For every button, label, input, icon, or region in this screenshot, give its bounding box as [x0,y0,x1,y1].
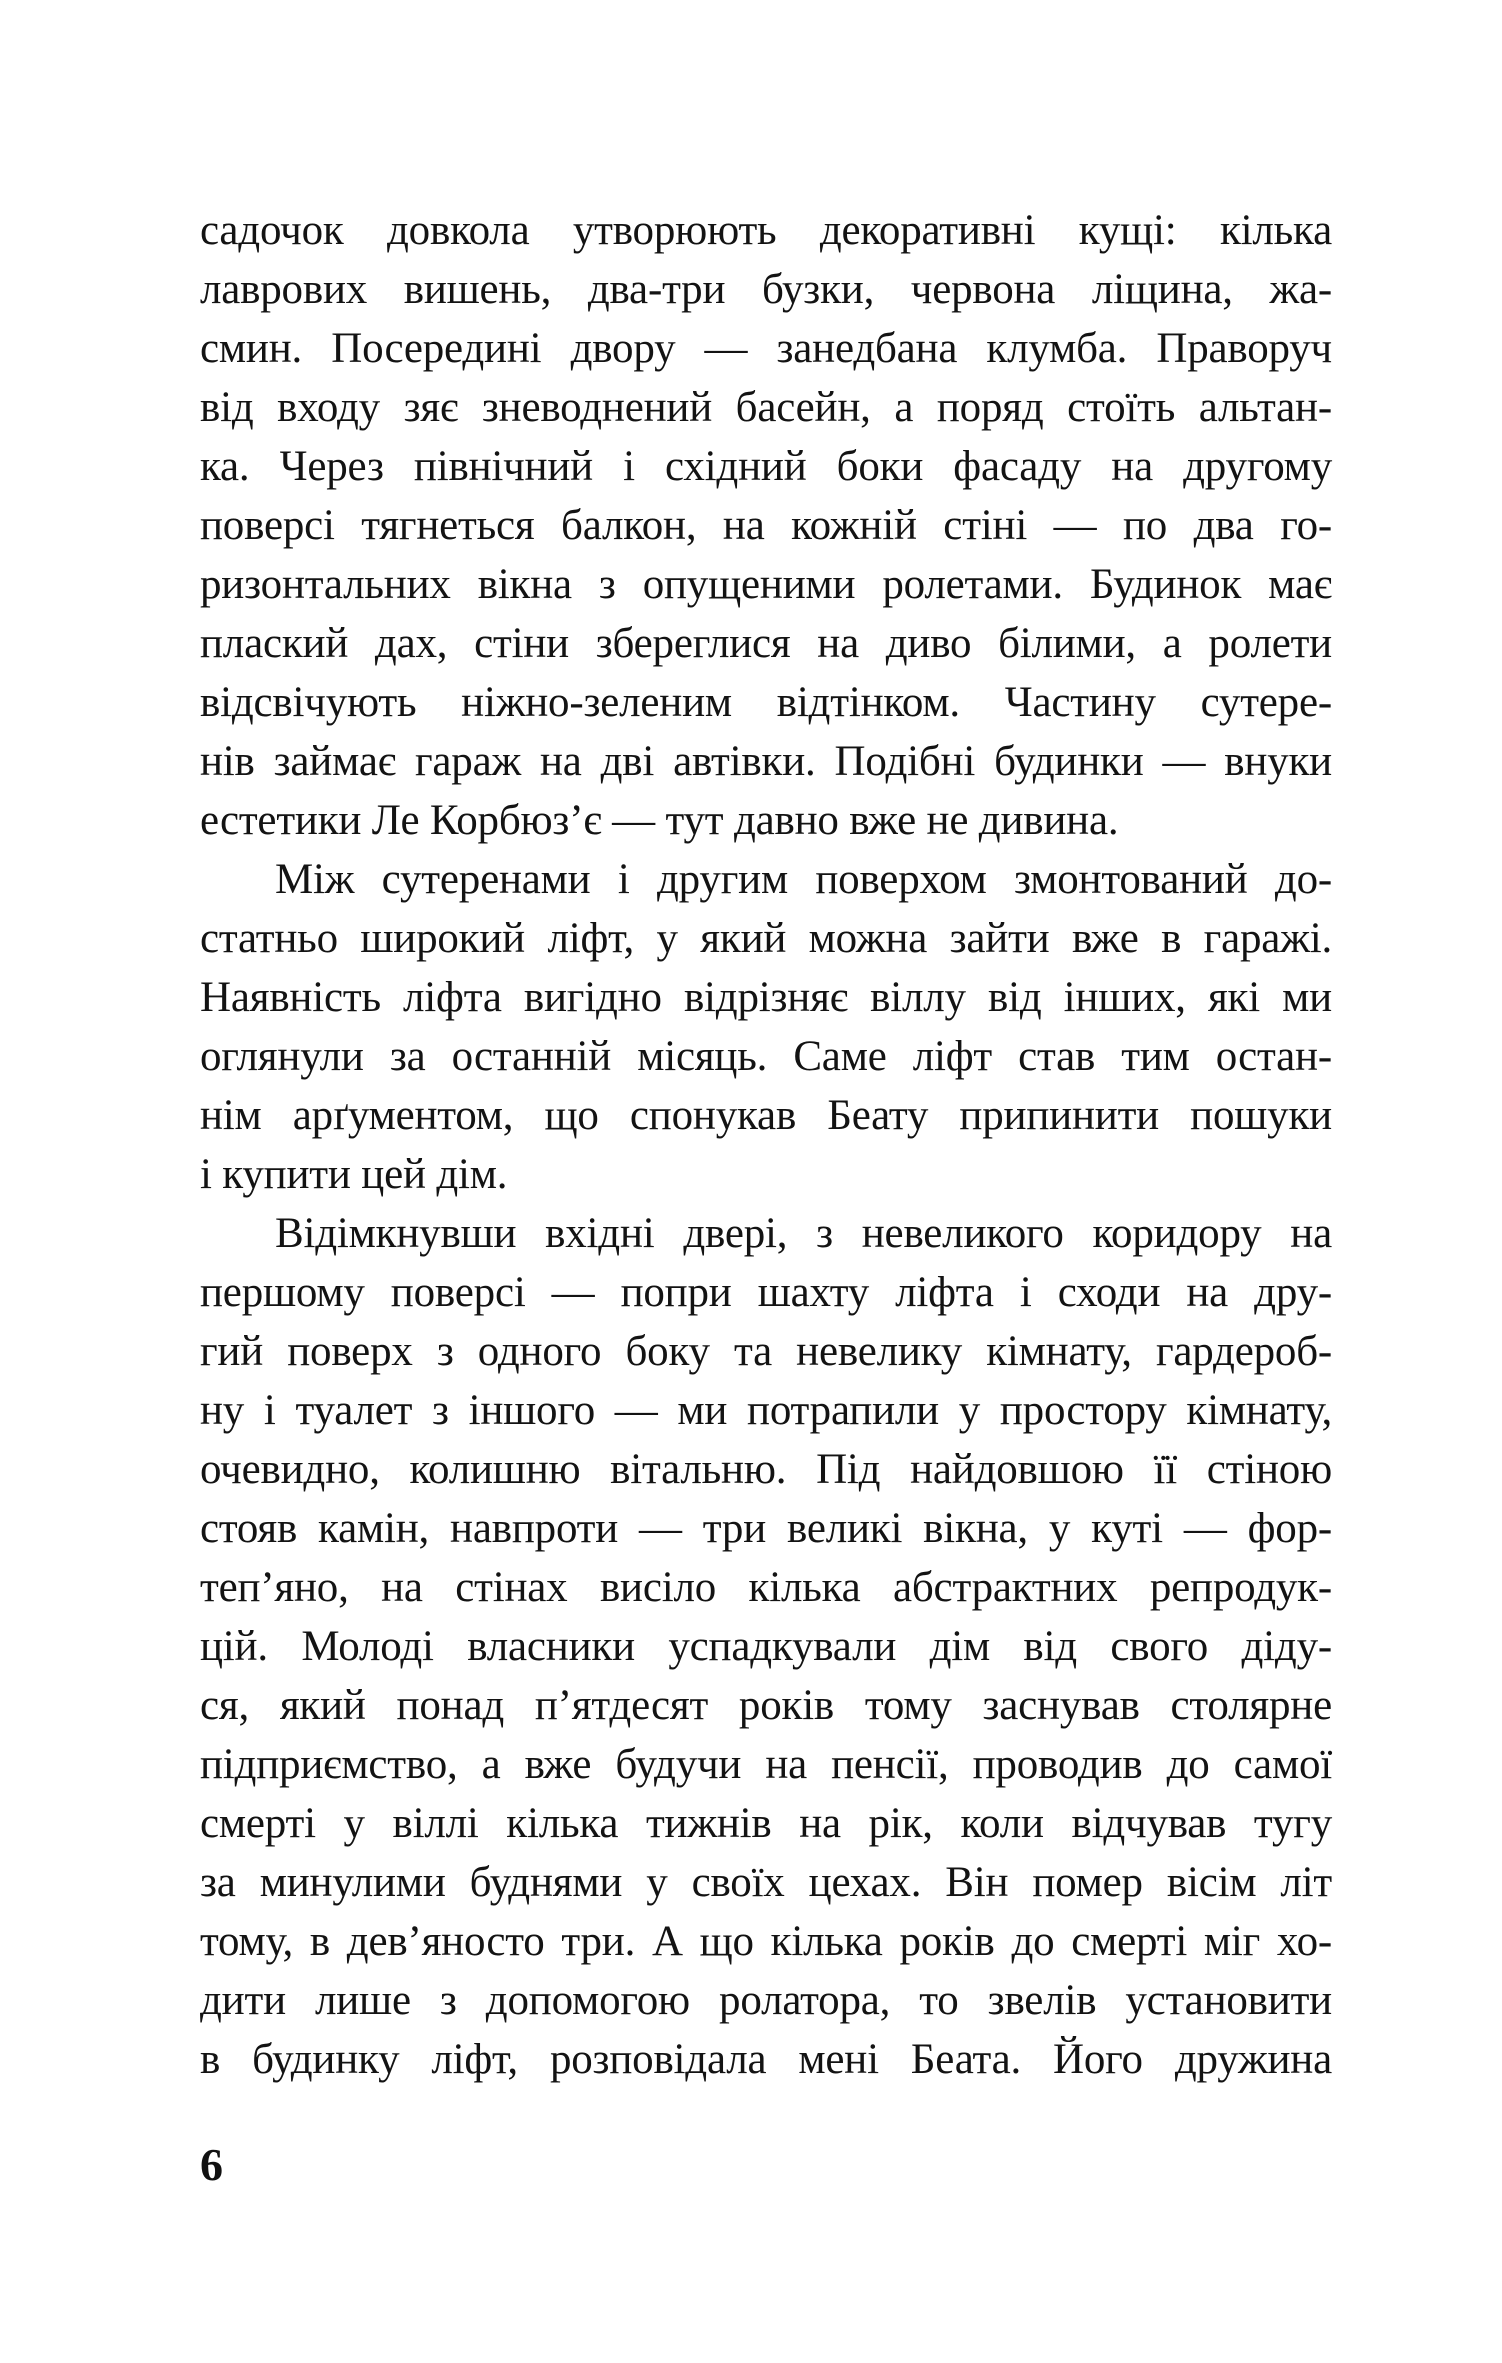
text-line: теп’яно, на стінах висіло кілька абстрактних репродук- [200,1564,1332,1611]
paragraph-3 [200,1204,1332,2089]
text-line: за минулими буднями у своїх цехах. Він помер вісім літ [200,1859,1332,1906]
text-line: лаврових вишень, два-три бузки, червона ліщина, жа- [200,266,1332,313]
text-line: тому, в дев’яносто три. А що кілька років до смерті міг хо- [200,1918,1332,1965]
text-line: Наявність ліфта вигідно відрізняє віллу від інших, які ми [200,974,1332,1021]
text-line: ка. Через північний і східний боки фасаду на другому [200,443,1332,490]
text-line: в будинку ліфт, розповідала мені Беата. Його дружина [200,2036,1332,2083]
text-line: цій. Молоді власники успадкували дім від свого діду- [200,1623,1332,1670]
text-line: естетики Ле Корбюз’є — тут давно вже не дивина. [200,797,1119,844]
text-line: і купити цей дім. [200,1151,508,1198]
text-line: оглянули за останній місяць. Саме ліфт став тим остан- [200,1033,1332,1080]
text-line: нім арґументом, що спонукав Беату припинити пошуки [200,1092,1332,1139]
text-line: очевидно, колишню вітальню. Під найдовшою її стіною [200,1446,1332,1493]
text-line: дити лише з допомогою ролатора, то звелів установити [200,1977,1332,2024]
paragraph-1 [200,201,1332,850]
text-line: ризонтальних вікна з опущеними ролетами. Будинок має [200,561,1332,608]
text-line: плаский дах, стіни збереглися на диво білими, а ролети [200,620,1332,667]
text-line: від входу зяє зневоднений басейн, а поряд стоїть альтан- [200,384,1332,431]
text-line: ся, який понад п’ятдесят років тому заснував столярне [200,1682,1332,1729]
text-line: статньо широкий ліфт, у який можна зайти вже в гаражі. [200,915,1332,962]
text-line: Між сутеренами і другим поверхом змонтований до- [275,856,1332,903]
text-line: смерті у віллі кілька тижнів на рік, коли відчував тугу [200,1800,1332,1847]
text-line: відсвічують ніжно-зеленим відтінком. Частину сутере- [200,679,1332,726]
text-line: поверсі тягнеться балкон, на кожній стіні — по два го- [200,502,1332,549]
body-text [200,201,1332,2089]
text-line: садочок довкола утворюють декоративні кущі: кілька [200,207,1332,254]
text-line: смин. Посередині двору — занедбана клумба. Праворуч [200,325,1332,372]
paragraph-2 [200,850,1332,1204]
text-line: стояв камін, навпроти — три великі вікна, у куті — фор- [200,1505,1332,1552]
page-number: 6 [200,2139,223,2190]
text-line: Відімкнувши вхідні двері, з невеликого коридору на [275,1210,1332,1257]
text-line: першому поверсі — попри шахту ліфта і сходи на дру- [200,1269,1332,1316]
text-line: ну і туалет з іншого — ми потрапили у простору кімнату, [200,1387,1332,1434]
text-line: гий поверх з одного боку та невелику кімнату, гардероб- [200,1328,1332,1375]
text-line: нів займає гараж на дві автівки. Подібні будинки — внуки [200,738,1332,785]
text-line: підприємство, а вже будучи на пенсії, проводив до самої [200,1741,1332,1788]
